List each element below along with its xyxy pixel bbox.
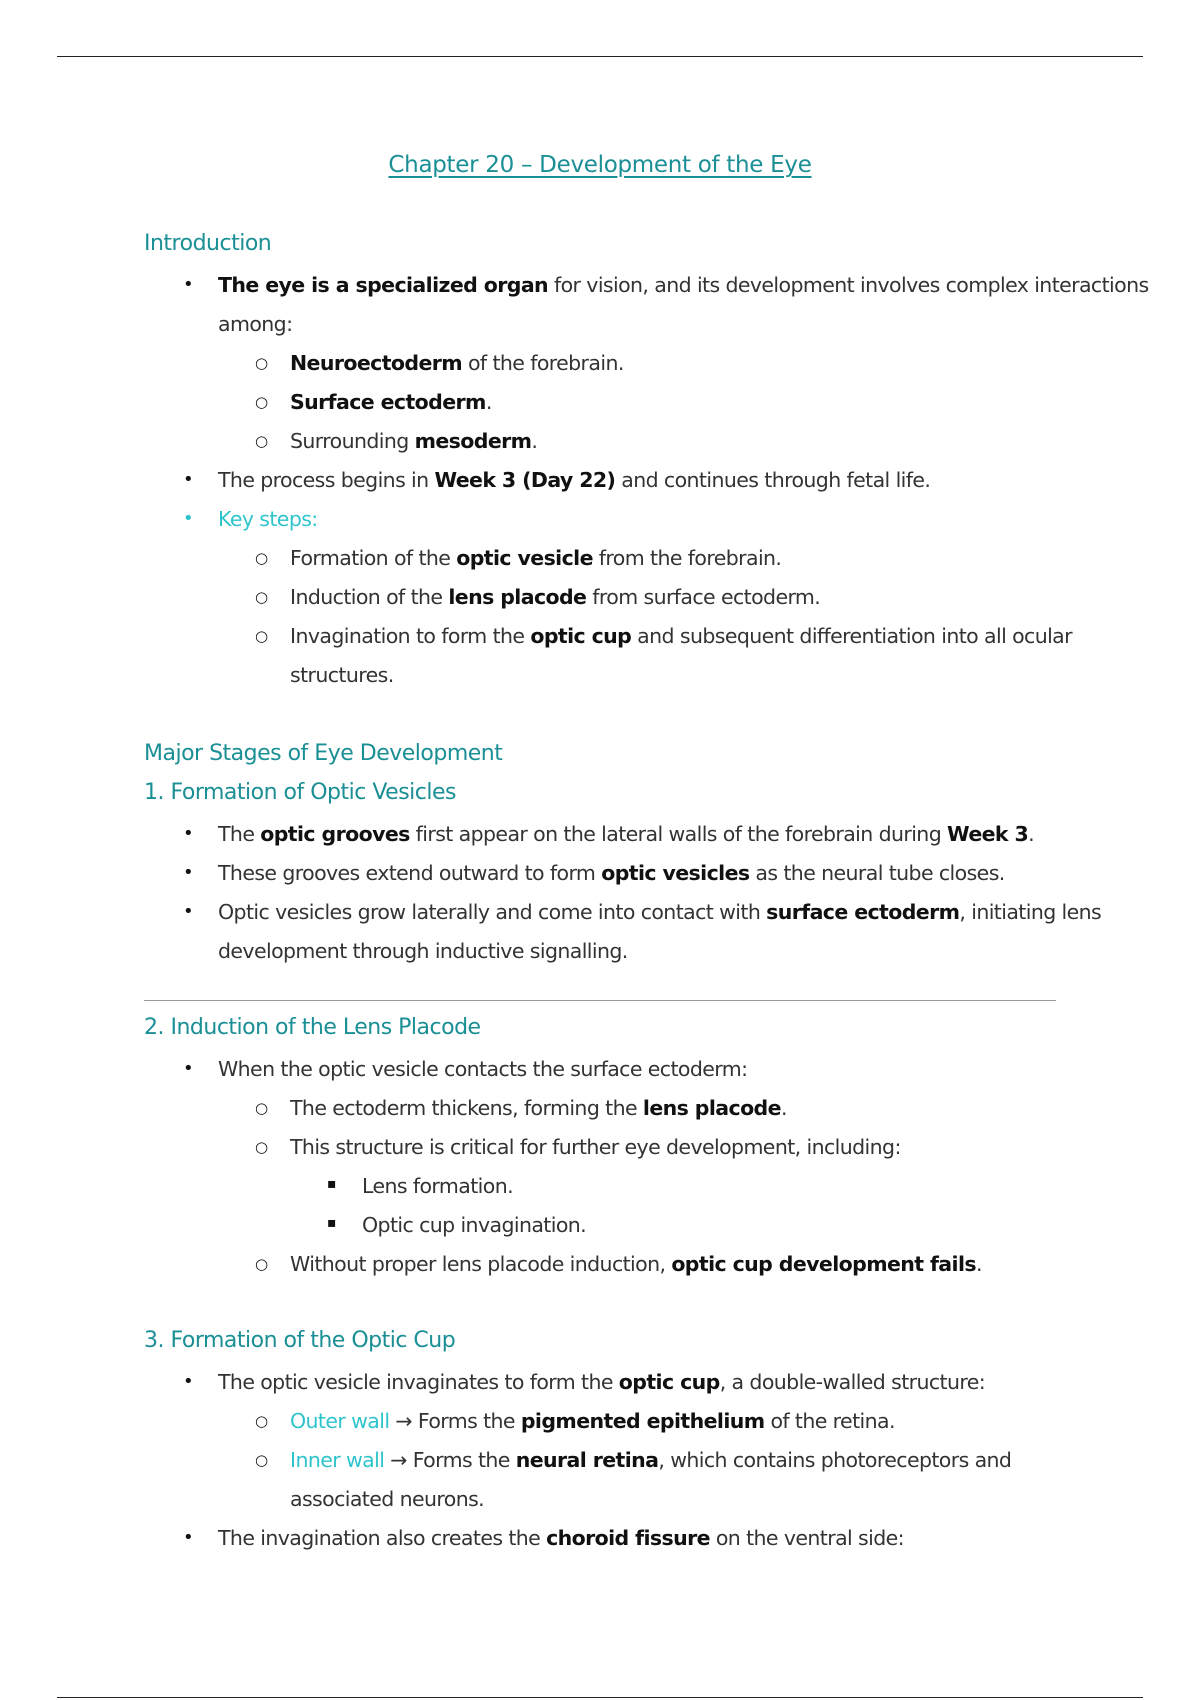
subheading-optic-cup: 3. Formation of the Optic Cup bbox=[144, 1328, 456, 1353]
bullet-icon: • bbox=[183, 901, 194, 922]
top-rule bbox=[57, 56, 1143, 57]
list-item-continuation: associated neurons. bbox=[290, 1487, 485, 1511]
list-item: Lens formation. bbox=[362, 1174, 514, 1198]
bullet-icon: • bbox=[183, 823, 194, 844]
subheading-lens-placode: 2. Induction of the Lens Placode bbox=[144, 1015, 481, 1040]
list-item-continuation: among: bbox=[218, 312, 293, 336]
square-bullet-icon: ▪ bbox=[327, 1176, 337, 1192]
key-steps-label: Key steps: bbox=[218, 507, 318, 531]
circle-bullet-icon: ○ bbox=[255, 549, 269, 567]
circle-bullet-icon: ○ bbox=[255, 1255, 269, 1273]
list-item: The optic vesicle invaginates to form the optic cup, a double-walled structure: bbox=[218, 1370, 986, 1394]
list-item: Formation of the optic vesicle from the forebrain. bbox=[290, 546, 782, 570]
list-item: Induction of the lens placode from surface ectoderm. bbox=[290, 585, 821, 609]
list-item: The eye is a specialized organ for vision, and its development involves complex interactions bbox=[218, 273, 1149, 297]
circle-bullet-icon: ○ bbox=[255, 588, 269, 606]
circle-bullet-icon: ○ bbox=[255, 1412, 269, 1430]
list-item: Neuroectoderm of the forebrain. bbox=[290, 351, 624, 375]
heading-introduction: Introduction bbox=[144, 231, 272, 256]
page-title: Chapter 20 – Development of the Eye bbox=[388, 152, 812, 178]
circle-bullet-icon: ○ bbox=[255, 1099, 269, 1117]
heading-major-stages: Major Stages of Eye Development bbox=[144, 741, 503, 766]
circle-bullet-icon: ○ bbox=[255, 1138, 269, 1156]
bullet-icon: • bbox=[183, 862, 194, 883]
list-item: Optic cup invagination. bbox=[362, 1213, 587, 1237]
list-item: Without proper lens placode induction, optic cup development fails. bbox=[290, 1252, 982, 1276]
circle-bullet-icon: ○ bbox=[255, 1451, 269, 1469]
list-item-continuation: structures. bbox=[290, 663, 394, 687]
list-item: Inner wall → Forms the neural retina, which contains photoreceptors and bbox=[290, 1448, 1012, 1472]
circle-bullet-icon: ○ bbox=[255, 393, 269, 411]
list-item-continuation: development through inductive signalling. bbox=[218, 939, 628, 963]
list-item: The process begins in Week 3 (Day 22) and continues through fetal life. bbox=[218, 468, 931, 492]
bullet-icon: • bbox=[183, 508, 194, 529]
bullet-icon: • bbox=[183, 1527, 194, 1548]
list-item: Invagination to form the optic cup and subsequent differentiation into all ocular bbox=[290, 624, 1072, 648]
list-item: Outer wall → Forms the pigmented epithelium of the retina. bbox=[290, 1409, 895, 1433]
bullet-icon: • bbox=[183, 1371, 194, 1392]
bullet-icon: • bbox=[183, 274, 194, 295]
list-item: The invagination also creates the choroid fissure on the ventral side: bbox=[218, 1526, 904, 1550]
list-item: This structure is critical for further eye development, including: bbox=[290, 1135, 901, 1159]
list-item: Optic vesicles grow laterally and come into contact with surface ectoderm, initiating lens bbox=[218, 900, 1102, 924]
list-item: Surrounding mesoderm. bbox=[290, 429, 538, 453]
bullet-icon: • bbox=[183, 1058, 194, 1079]
list-item: These grooves extend outward to form optic vesicles as the neural tube closes. bbox=[218, 861, 1005, 885]
circle-bullet-icon: ○ bbox=[255, 432, 269, 450]
circle-bullet-icon: ○ bbox=[255, 627, 269, 645]
circle-bullet-icon: ○ bbox=[255, 354, 269, 372]
list-item: The ectoderm thickens, forming the lens placode. bbox=[290, 1096, 787, 1120]
list-item: The optic grooves first appear on the lateral walls of the forebrain during Week 3. bbox=[218, 822, 1035, 846]
subheading-optic-vesicles: 1. Formation of Optic Vesicles bbox=[144, 780, 456, 805]
list-item: When the optic vesicle contacts the surface ectoderm: bbox=[218, 1057, 748, 1081]
bullet-icon: • bbox=[183, 469, 194, 490]
section-divider bbox=[144, 1000, 1056, 1001]
list-item: Surface ectoderm. bbox=[290, 390, 492, 414]
bottom-rule bbox=[57, 1697, 1143, 1698]
square-bullet-icon: ▪ bbox=[327, 1215, 337, 1231]
